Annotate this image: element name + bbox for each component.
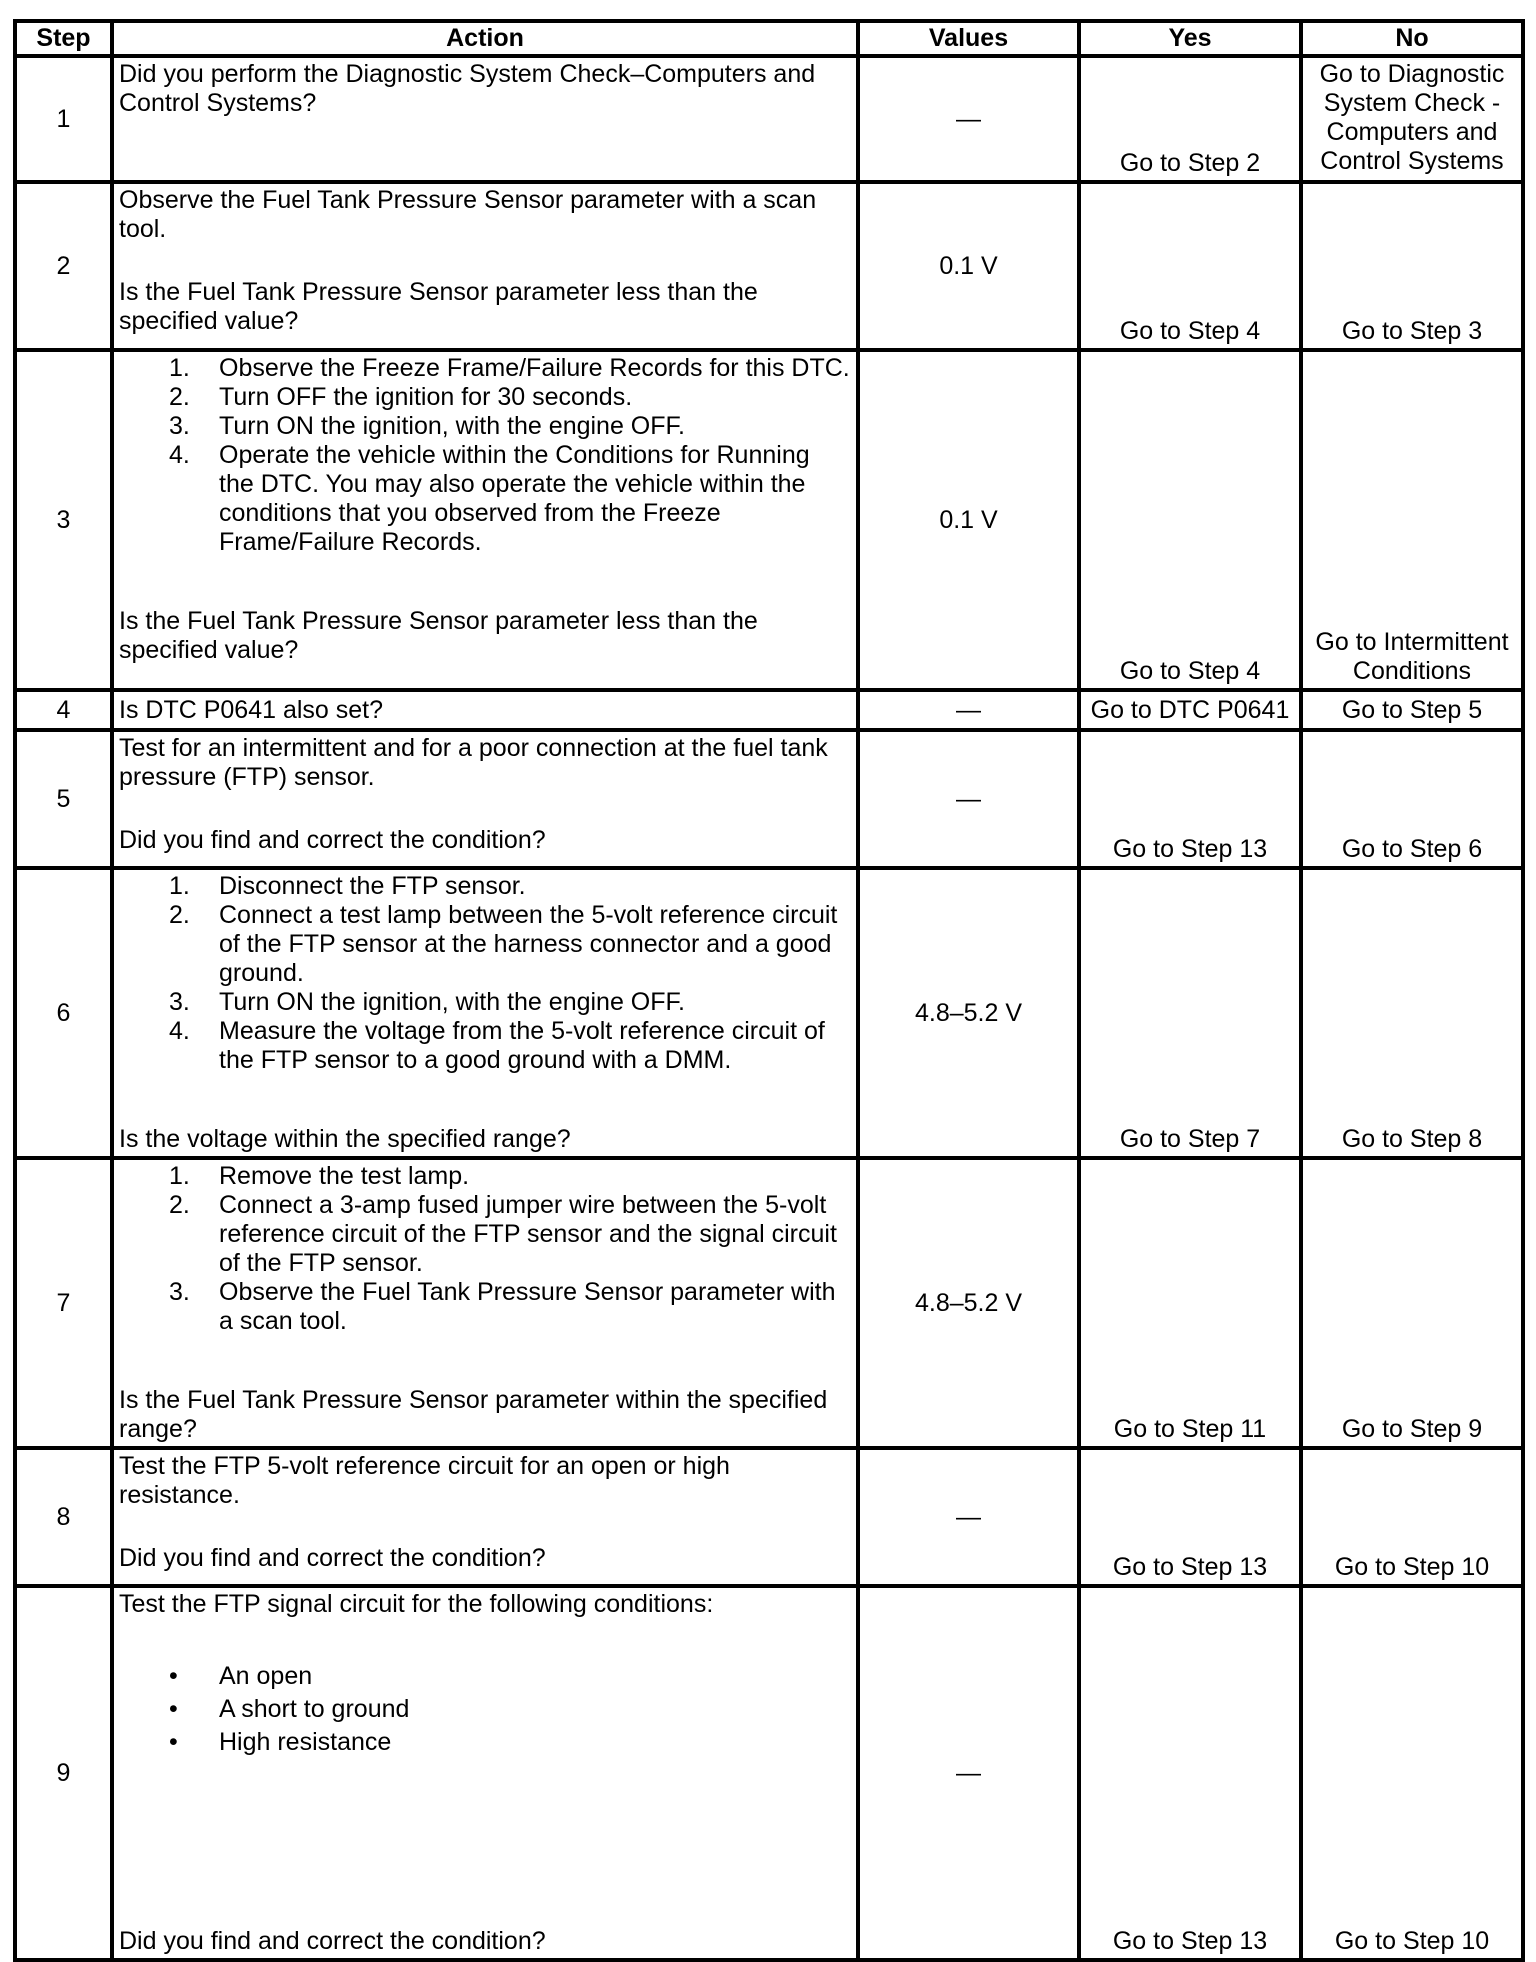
action-cell xyxy=(112,1586,858,1960)
substep-text: Turn ON the ignition, with the engine OFF. xyxy=(219,988,685,1016)
no-cell: Go to Step 9 xyxy=(1301,1158,1523,1448)
action-cell xyxy=(112,1448,858,1586)
step-number: 7 xyxy=(15,1158,112,1448)
no-cell: Go to Step 3 xyxy=(1301,182,1523,350)
action-cell xyxy=(112,868,858,1158)
no-cell: Go to Diagnostic System Check - Computers and Control Systems xyxy=(1301,56,1523,182)
action-question: Is the Fuel Tank Pressure Sensor parameter less than the specified value? xyxy=(119,278,758,335)
step-number: 5 xyxy=(15,730,112,868)
action-question: Is the Fuel Tank Pressure Sensor parameter less than the specified value? xyxy=(119,607,758,664)
action-text: Test the FTP signal circuit for the following conditions: xyxy=(119,1590,714,1618)
action-text: Is DTC P0641 also set? xyxy=(119,695,384,724)
substep-number: 3. xyxy=(169,1278,190,1306)
substep-text: Connect a test lamp between the 5-volt reference circuit of the FTP sensor at the harness connector and a good ground. xyxy=(219,901,838,987)
step-number: 1 xyxy=(15,56,112,182)
action-question: Did you find and correct the condition? xyxy=(119,1544,546,1572)
substep-item xyxy=(119,1191,851,1278)
yes-cell: Go to Step 4 xyxy=(1079,182,1301,350)
table-row xyxy=(15,868,1523,1158)
value-cell: — xyxy=(858,56,1079,182)
yes-cell: Go to Step 7 xyxy=(1079,868,1301,1158)
yes-cell: Go to Step 2 xyxy=(1079,56,1301,182)
substep-text: Turn ON the ignition, with the engine OFF. xyxy=(219,412,685,440)
substep-list xyxy=(119,1162,851,1336)
step-number: 3 xyxy=(15,350,112,690)
table-row xyxy=(15,690,1523,730)
list-item: • High resistance xyxy=(169,1728,392,1756)
substep-item xyxy=(119,1278,851,1336)
step-number: 8 xyxy=(15,1448,112,1586)
substep-item xyxy=(119,988,851,1017)
condition-text: High resistance xyxy=(219,1728,392,1756)
substep-number: 3. xyxy=(169,412,190,440)
header-yes: Yes xyxy=(1079,21,1301,56)
header-row xyxy=(15,21,1523,56)
no-cell: Go to Step 10 xyxy=(1301,1586,1523,1960)
action-question: Did you find and correct the condition? xyxy=(119,826,546,854)
action-cell xyxy=(112,730,858,868)
substep-text: Remove the test lamp. xyxy=(219,1162,470,1190)
action-text: Observe the Fuel Tank Pressure Sensor parameter with a scan tool. xyxy=(119,186,817,243)
action-text: Did you perform the Diagnostic System Check–Computers and Control Systems? xyxy=(119,60,816,117)
value-cell: — xyxy=(858,690,1079,730)
step-number: 9 xyxy=(15,1586,112,1960)
action-text: Test for an intermittent and for a poor connection at the fuel tank pressure (FTP) sensor. xyxy=(119,734,828,791)
substep-number: 2. xyxy=(169,383,190,411)
table-row xyxy=(15,182,1523,350)
substep-text: Observe the Freeze Frame/Failure Records for this DTC. xyxy=(219,354,850,382)
action-cell xyxy=(112,1158,858,1448)
value-cell: 0.1 V xyxy=(858,350,1079,690)
table-row xyxy=(15,1158,1523,1448)
table-row xyxy=(15,1448,1523,1586)
substep-number: 4. xyxy=(169,1017,190,1045)
yes-cell: Go to DTC P0641 xyxy=(1079,690,1301,730)
yes-cell: Go to Step 11 xyxy=(1079,1158,1301,1448)
value-cell: — xyxy=(858,1586,1079,1960)
substep-number: 3. xyxy=(169,988,190,1016)
action-cell xyxy=(112,56,858,182)
substep-text: Connect a 3-amp fused jumper wire between the 5-volt reference circuit of the FTP sensor and the signal circuit of the FTP sensor. xyxy=(219,1191,837,1277)
header-action: Action xyxy=(112,21,858,56)
value-cell: 0.1 V xyxy=(858,182,1079,350)
condition-text: A short to ground xyxy=(219,1695,410,1723)
substep-text: Measure the voltage from the 5-volt reference circuit of the FTP sensor to a good ground with a DMM. xyxy=(219,1017,825,1074)
substep-number: 1. xyxy=(169,1162,190,1190)
action-question: Is the voltage within the specified range? xyxy=(119,1125,571,1153)
table-row xyxy=(15,730,1523,868)
yes-cell: Go to Step 13 xyxy=(1079,730,1301,868)
value-cell: — xyxy=(858,1448,1079,1586)
substep-number: 1. xyxy=(169,872,190,900)
value-cell: 4.8–5.2 V xyxy=(858,1158,1079,1448)
value-cell: — xyxy=(858,730,1079,868)
yes-cell: Go to Step 13 xyxy=(1079,1448,1301,1586)
no-cell: Go to Step 5 xyxy=(1301,690,1523,730)
substep-text: Disconnect the FTP sensor. xyxy=(219,872,526,900)
value-cell: 4.8–5.2 V xyxy=(858,868,1079,1158)
substep-number: 2. xyxy=(169,1191,190,1219)
no-cell: Go to Step 8 xyxy=(1301,868,1523,1158)
no-cell: Go to Intermittent Conditions xyxy=(1301,350,1523,690)
action-cell xyxy=(112,690,858,730)
substep-item xyxy=(119,901,851,988)
substep-item xyxy=(119,441,851,557)
substep-list xyxy=(119,872,851,1075)
substep-number: 1. xyxy=(169,354,190,382)
header-step: Step xyxy=(15,21,112,56)
substep-number: 2. xyxy=(169,901,190,929)
header-no: No xyxy=(1301,21,1523,56)
no-cell: Go to Step 10 xyxy=(1301,1448,1523,1586)
action-text: Test the FTP 5-volt reference circuit for an open or high resistance. xyxy=(119,1452,730,1509)
substep-item xyxy=(119,1162,851,1191)
header-values: Values xyxy=(858,21,1079,56)
no-cell: Go to Step 6 xyxy=(1301,730,1523,868)
substep-number: 4. xyxy=(169,441,190,469)
substep-text: Operate the vehicle within the Conditions for Running the DTC. You may also operate the vehicle within the conditions that you observed from the Freeze Frame/Failure Records. xyxy=(219,441,810,556)
table-row xyxy=(15,350,1523,690)
substep-item xyxy=(119,872,851,901)
substep-text: Observe the Fuel Tank Pressure Sensor parameter with a scan tool. xyxy=(219,1278,836,1335)
substep-item xyxy=(119,383,851,412)
substep-text: Turn OFF the ignition for 30 seconds. xyxy=(219,383,633,411)
substep-item xyxy=(119,412,851,441)
list-item: • A short to ground xyxy=(169,1695,410,1723)
step-number: 2 xyxy=(15,182,112,350)
substep-item xyxy=(119,1017,851,1075)
diagnostic-table xyxy=(13,19,1525,1962)
table-row xyxy=(15,1586,1523,1960)
action-question: Did you find and correct the condition? xyxy=(119,1927,546,1955)
list-item: • An open xyxy=(169,1662,313,1690)
substep-item xyxy=(119,354,851,383)
yes-cell: Go to Step 4 xyxy=(1079,350,1301,690)
condition-text: An open xyxy=(219,1662,313,1690)
yes-cell: Go to Step 13 xyxy=(1079,1586,1301,1960)
substep-list xyxy=(119,354,851,557)
action-cell xyxy=(112,350,858,690)
condition-list xyxy=(119,1660,851,1759)
step-number: 4 xyxy=(15,690,112,730)
table-row xyxy=(15,56,1523,182)
action-cell xyxy=(112,182,858,350)
action-question: Is the Fuel Tank Pressure Sensor parameter within the specified range? xyxy=(119,1386,828,1443)
step-number: 6 xyxy=(15,868,112,1158)
